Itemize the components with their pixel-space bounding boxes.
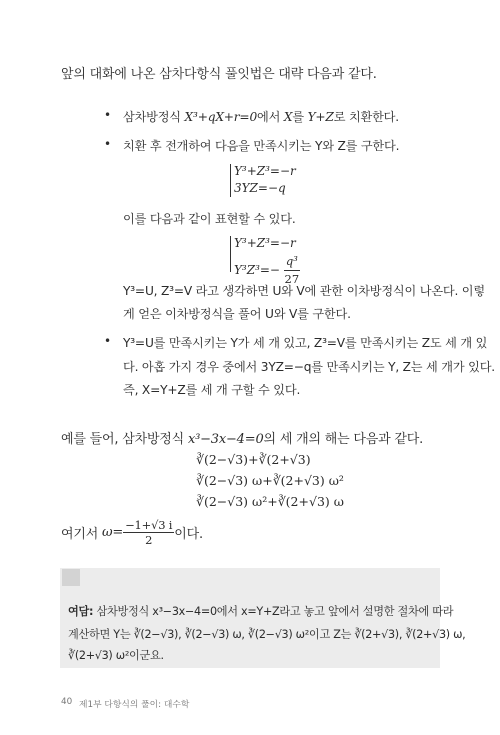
omega-definition: 여기서 ω= $\frac{-1+√3 i}{2}$ 이다. — [61, 518, 203, 547]
bullet-2: 치환 후 전개하여 다음을 만족시키는 Y와 Z를 구한다. — [123, 139, 400, 153]
brace — [230, 236, 231, 272]
bullet-dot: • — [104, 108, 112, 122]
brace — [230, 164, 231, 197]
system-1: Y³+Z³=−r 3YZ=−q — [234, 164, 296, 195]
solution-2: ∛(2−√3) ω+∛(2+√3) ω² — [196, 473, 344, 488]
system-2: Y³+Z³=−r Y³Z³=− $\frac{\text{q³}}{27}$ — [234, 236, 300, 286]
rewrite-text: 이를 다음과 같이 표현할 수 있다. — [123, 212, 296, 226]
note-line-2: 계산하면 Y는 ∛(2−√3), ∛(2−√3) ω, ∛(2−√3) ω²이고 Z는 ∛(2+√3), ∛(2+√3) ω, — [68, 628, 466, 641]
example-lead: 예를 들어, 삼차방정식 x³−3x−4=0의 세 개의 해는 다음과 같다. — [61, 432, 424, 447]
bullet-3-line-1: Y³=U를 만족시키는 Y가 세 개 있고, Z³=V를 만족시키는 Z도 세 개 있 — [123, 336, 488, 350]
solution-3: ∛(2−√3) ω²+∛(2+√3) ω — [196, 494, 344, 509]
bullet-dot: • — [104, 334, 112, 348]
note-line-1: 여담: 삼차방정식 x³−3x−4=0에서 x=Y+Z라고 놓고 앞에서 설명한 절차에 따라 — [68, 605, 454, 618]
para-line-2: 게 얻은 이차방정식을 풀어 U와 V를 구한다. — [123, 307, 351, 321]
bullet-3-line-3: 즉, X=Y+Z를 세 개 구할 수 있다. — [123, 383, 301, 397]
note-line-3: ∛(2+√3) ω²이군요. — [68, 649, 164, 662]
para-line-1: Y³=U, Z³=V 라고 생각하면 U와 V에 관한 이차방정식이 나온다. 이렇 — [123, 284, 485, 298]
bullet-dot: • — [104, 137, 112, 151]
bullet-3-line-2: 다. 아홉 가지 경우 중에서 3YZ=−q를 만족시키는 Y, Z는 세 개가 있다. — [123, 360, 495, 374]
solution-1: ∛(2−√3)+∛(2+√3) — [196, 452, 311, 467]
bullet-1: 삼차방정식 X³+qX+r=0에서 X를 Y+Z로 치환한다. — [123, 110, 399, 124]
note-tab — [62, 569, 80, 586]
intro-text: 앞의 대화에 나온 삼차다항식 풀잇법은 대략 다음과 같다. — [61, 67, 377, 82]
page-number: 40 — [61, 697, 73, 707]
running-title: 제1부 다항식의 풀이: 대수학 — [79, 700, 190, 710]
